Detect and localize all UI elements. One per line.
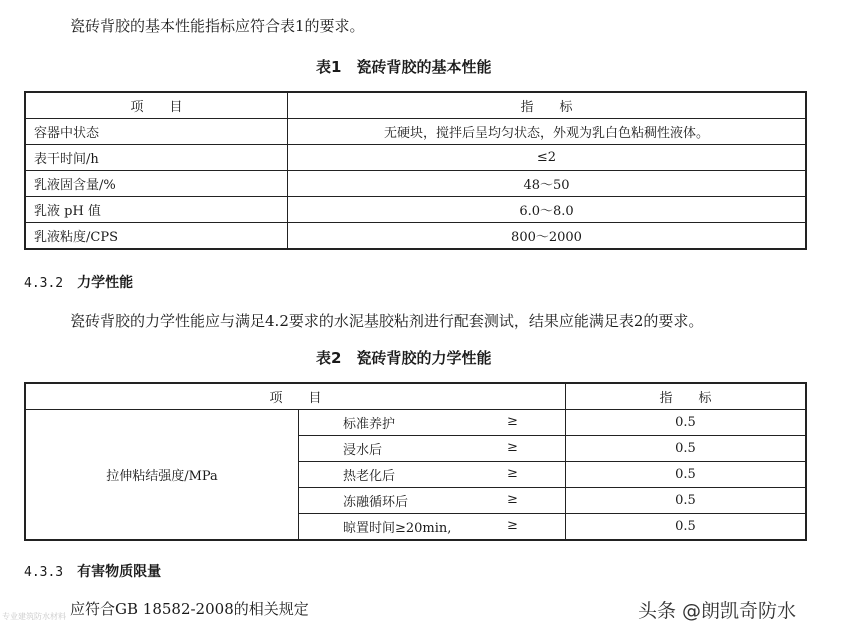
table-cell <box>299 462 566 488</box>
table-cell: 无硬块，搅拌后呈均匀状态，外观为乳白色粘稠性液体。 <box>288 119 807 145</box>
table-cell: 6.0～8.0 <box>288 197 807 223</box>
section-heading-4-3-3 <box>24 561 161 581</box>
author-watermark: 头条 @朗凯奇防水 <box>638 600 797 622</box>
geq-symbol: ≥ <box>507 492 518 507</box>
table1-caption: 表1 瓷砖背胶的基本性能 <box>316 58 492 76</box>
source-watermark: 专业建筑防水材料 <box>2 612 66 621</box>
table-cell: 乳液粘度/CPS <box>25 223 288 250</box>
table-cell <box>299 488 566 514</box>
section-title: 有害物质限量 <box>77 564 162 580</box>
table-cell: ≤2 <box>288 145 807 171</box>
table-cell: 48～50 <box>288 171 807 197</box>
geq-symbol: ≥ <box>507 518 518 533</box>
table-header-row <box>25 383 806 410</box>
table-header-row <box>25 92 806 119</box>
table-row <box>25 410 806 436</box>
table-cell <box>299 410 566 436</box>
condition-label: 热老化后 <box>343 469 396 484</box>
intro-paragraph: 瓷砖背胶的基本性能指标应符合表1的要求。 <box>70 17 365 35</box>
table-header-cell: 项 目 <box>25 92 288 119</box>
table2 <box>24 382 807 541</box>
table-row <box>25 197 806 223</box>
geq-symbol: ≥ <box>507 414 518 429</box>
section-heading-4-3-2 <box>24 272 133 292</box>
condition-label: 晾置时间≥20min, <box>343 521 452 536</box>
table-row <box>25 223 806 250</box>
table2-caption: 表2 瓷砖背胶的力学性能 <box>316 349 492 367</box>
table-cell: 800～2000 <box>288 223 807 250</box>
table-row <box>25 171 806 197</box>
table-cell: 0.5 <box>566 514 807 541</box>
table-cell: 0.5 <box>566 410 807 436</box>
section-title: 力学性能 <box>77 275 134 291</box>
group-label-cell: 拉伸粘结强度/MPa <box>25 410 299 541</box>
hazard-paragraph: 应符合GB 18582-2008的相关规定 <box>70 600 309 618</box>
table-header-cell: 指 标 <box>566 383 807 410</box>
table1 <box>24 91 807 250</box>
section-number: 4.3.2 <box>24 276 64 291</box>
condition-label: 标准养护 <box>343 417 396 432</box>
table-cell: 0.5 <box>566 436 807 462</box>
section-number: 4.3.3 <box>24 565 64 580</box>
mechanical-paragraph: 瓷砖背胶的力学性能应与满足4.2要求的水泥基胶粘剂进行配套测试，结果应能满足表2的要求。 <box>70 312 704 330</box>
table-header-cell: 项 目 <box>25 383 566 410</box>
table-cell: 表干时间/h <box>25 145 288 171</box>
table-cell <box>299 436 566 462</box>
table-row <box>25 145 806 171</box>
table-cell: 0.5 <box>566 462 807 488</box>
geq-symbol: ≥ <box>507 466 518 481</box>
table-cell <box>299 514 566 541</box>
table-header-cell: 指 标 <box>288 92 807 119</box>
table-row <box>25 119 806 145</box>
condition-label: 冻融循环后 <box>343 495 409 510</box>
table-cell: 乳液 pH 值 <box>25 197 288 223</box>
table-cell: 容器中状态 <box>25 119 288 145</box>
table-cell: 0.5 <box>566 488 807 514</box>
geq-symbol: ≥ <box>507 440 518 455</box>
table-cell: 乳液固含量/% <box>25 171 288 197</box>
condition-label: 浸水后 <box>343 443 383 458</box>
